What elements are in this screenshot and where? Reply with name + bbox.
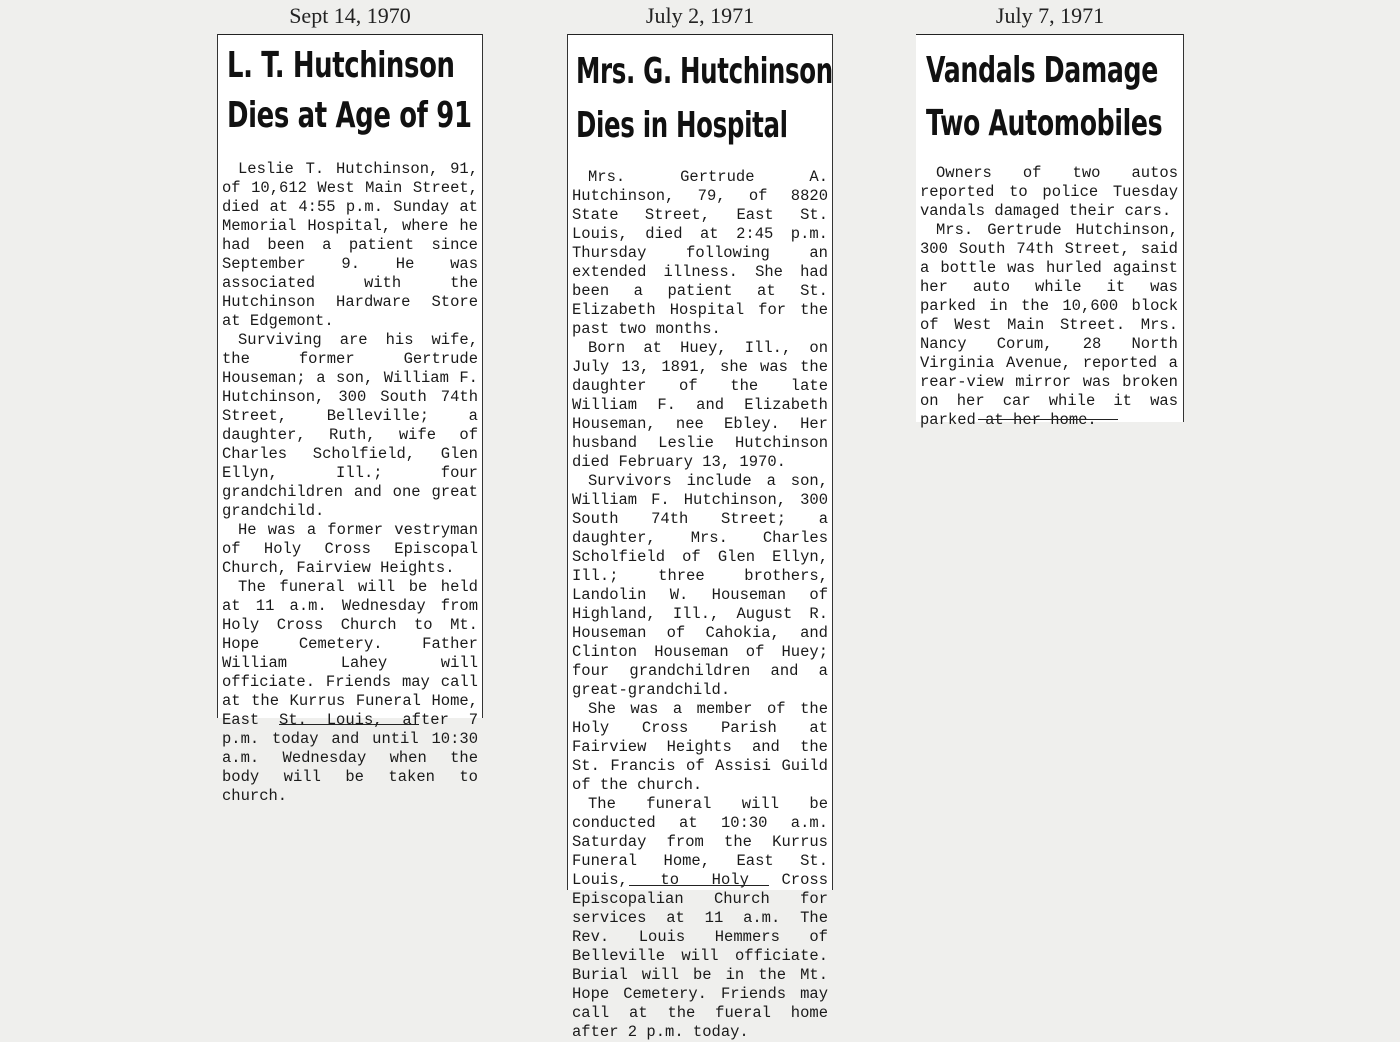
headline-line: L. T. Hutchinson [227, 45, 455, 86]
top-rule [567, 34, 833, 35]
article-body [222, 160, 478, 806]
article-paragraph: Mrs. Gertrude Hutchinson, 300 South 74th Street, said a bottle was hurled against her auto while it was parked in the 10,600 block of West Main Street. Mrs. Nancy Corum, 28 North Virginia Avenue, reported a rear-view mirror was broken on her car while it was parked at her home. [920, 221, 1178, 429]
end-rule [279, 724, 419, 725]
headline-line: Dies in Hospital [576, 105, 788, 146]
article-paragraph: Born at Huey, Ill., on July 13, 1891, she was the daughter of the late William F. and Elizabeth Houseman, nee Ebley. Her husband Leslie Hutchinson died February 13, 1970. [572, 339, 828, 471]
article-paragraph: Surviving are his wife, the former Gertrude Houseman; a son, William F. Hutchinson, 300 South 74th Street, Belleville; a daughter, Ruth, wife of Charles Scholfield, Glen Ellyn, Ill.; four grandchildren and one great grandchild. [222, 331, 478, 520]
left-column-rule [567, 34, 568, 890]
end-rule [629, 885, 769, 886]
article-body [572, 168, 828, 1042]
headline [926, 48, 1264, 150]
left-column-rule [217, 34, 218, 718]
top-rule [916, 34, 1184, 35]
article-paragraph: Owners of two autos reported to police Tuesday vandals damaged their cars. [920, 164, 1178, 220]
headline-line: Vandals Damage [926, 50, 1158, 91]
clipping-date: July 7, 1971 [995, 3, 1105, 28]
article-paragraph: He was a former vestryman of Holy Cross Episcopal Church, Fairview Heights. [222, 521, 478, 577]
headline-line: Two Automobiles [926, 103, 1163, 144]
article-paragraph: Survivors include a son, William F. Hutchinson, 300 South 74th Street; a daughter, Mrs. Charles Scholfield of Glen Ellyn, Ill.; three brothers, Landolin W. Houseman of Highland, Ill., August R. Houseman of Cahokia, and Clinton Houseman of Huey; four grandchildren and a great-grandchild. [572, 472, 828, 699]
top-rule [217, 34, 483, 35]
clipping-date: July 2, 1971 [645, 3, 755, 28]
newspaper-clipping [567, 34, 833, 1041]
article-paragraph: She was a member of the Holy Cross Parish at Fairview Heights and the St. Francis of Assisi Guild of the church. [572, 700, 828, 794]
article-body [920, 164, 1178, 430]
article-paragraph: The funeral will be held at 11 a.m. Wednesday from Holy Cross Church to Mt. Hope Cemetery. Father William Lahey will officiate. Friends may call at the Kurrus Funeral Home, East St. Louis, after 7 p.m. today and until 10:30 a.m. Wednesday when the body will be taken to church. [222, 578, 478, 805]
headline [227, 44, 567, 142]
right-column-rule [832, 34, 833, 890]
headline-line: Mrs. G. Hutchinson [576, 51, 833, 92]
headline [576, 48, 954, 152]
newspaper-clipping [217, 34, 483, 805]
end-rule [978, 419, 1118, 420]
article-paragraph: Leslie T. Hutchinson, 91, of 10,612 West Main Street, died at 4:55 p.m. Sunday at Memorial Hospital, where he had been a patient since September 9. He was associated with the Hutchinson Hardware Store at Edgemont. [222, 160, 478, 330]
article-paragraph: The funeral will be conducted at 10:30 a.m. Saturday from the Kurrus Funeral Home, East St. Louis, to Holy Cross Episcopalian Church for services at 11 a.m. The Rev. Louis Hemmers of Belleville will officiate. Burial will be in the Mt. Hope Cemetery. Friends may call at the fueral home after 2 p.m. today. [572, 795, 828, 1041]
newspaper-clipping [916, 34, 1184, 429]
clipping-date: Sept 14, 1970 [289, 3, 411, 28]
headline-line: Dies at Age of 91 [227, 95, 472, 136]
article-paragraph: Mrs. Gertrude A. Hutchinson, 79, of 8820 State Street, East St. Louis, died at 2:45 p.m. Thursday following an extended illness. She had been a patient at St. Elizabeth Hospital for the past two months. [572, 168, 828, 338]
